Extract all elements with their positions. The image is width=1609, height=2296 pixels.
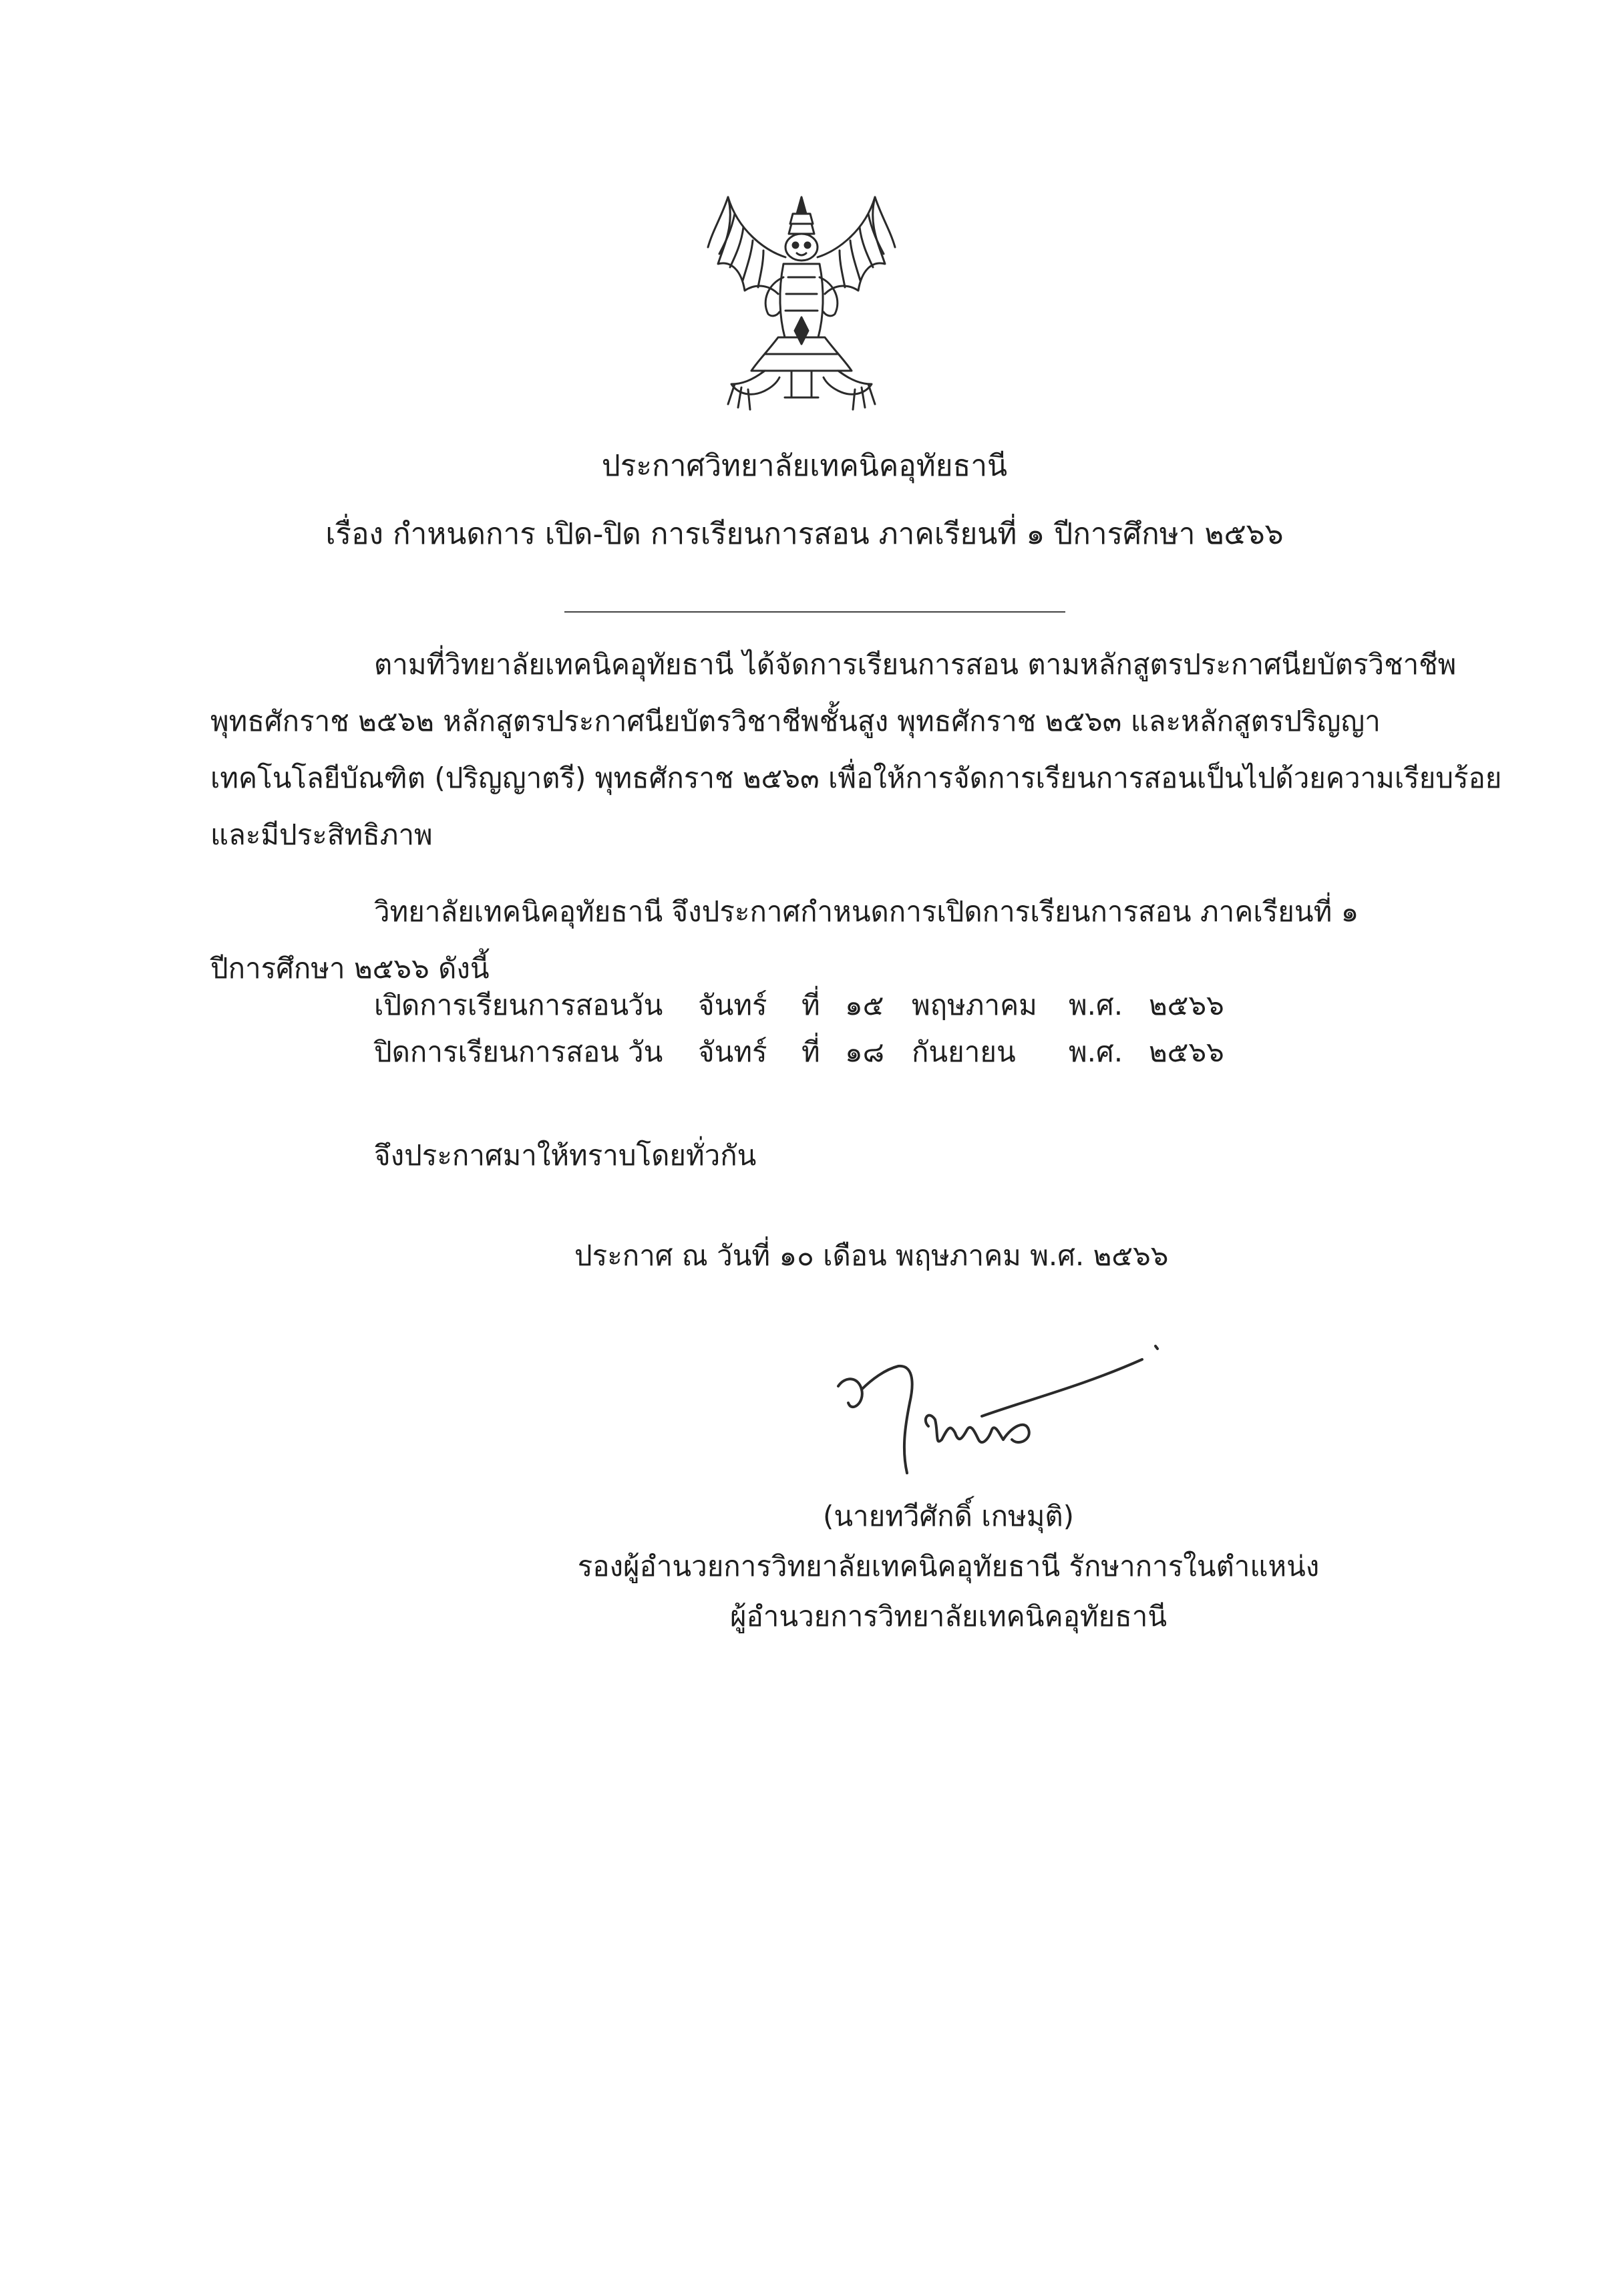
announced-date-line: ประกาศ ณ วันที่ ๑๐ เดือน พฤษภาคม พ.ศ. ๒๕๖๖ xyxy=(574,1239,1169,1272)
signer-position-line-1: รองผู้อำนวยการวิทยาลัยเทคนิคอุทัยธานี รักษาการในตำแหน่ง xyxy=(577,1550,1320,1583)
open-year: ๒๕๖๖ xyxy=(1149,989,1224,1021)
page-title: ประกาศวิทยาลัยเทคนิคอุทัยธานี xyxy=(601,449,1008,483)
close-label: ปิดการเรียนการสอน xyxy=(374,1035,619,1068)
paragraph-1-line-1: ตามที่วิทยาลัยเทคนิคอุทัยธานี ได้จัดการเรียนการสอน ตามหลักสูตรประกาศนียบัตรวิชาชีพ xyxy=(374,648,1457,681)
close-month: กันยายน xyxy=(912,1035,1016,1068)
signer-position-line-2: ผู้อำนวยการวิทยาลัยเทคนิคอุทัยธานี xyxy=(729,1600,1168,1633)
paragraph-2-line-2: ปีการศึกษา ๒๕๖๖ ดังนี้ xyxy=(210,952,490,985)
divider-line xyxy=(564,611,1065,613)
subject-line: เรื่อง กำหนดการ เปิด-ปิด การเรียนการสอน ภาคเรียนที่ ๑ ปีการศึกษา ๒๕๖๖ xyxy=(325,517,1284,551)
handwritten-signature xyxy=(828,1339,1176,1486)
open-month: พฤษภาคม xyxy=(912,989,1037,1021)
signer-name: (นายทวีศักดิ์ เกษมุติ) xyxy=(822,1500,1075,1532)
garuda-emblem-icon xyxy=(705,184,898,418)
close-day: จันทร์ xyxy=(698,1035,767,1068)
open-era: พ.ศ. xyxy=(1069,989,1123,1021)
open-date: ๑๕ xyxy=(845,989,884,1021)
notice-line: จึงประกาศมาให้ทราบโดยทั่วกัน xyxy=(374,1139,757,1172)
open-day: จันทร์ xyxy=(698,989,767,1021)
close-thi: ที่ xyxy=(801,1035,820,1068)
close-date: ๑๘ xyxy=(845,1035,885,1068)
close-era: พ.ศ. xyxy=(1069,1035,1123,1068)
paragraph-1-line-4: และมีประสิทธิภาพ xyxy=(210,818,433,851)
close-wan: วัน xyxy=(628,1035,663,1068)
close-year: ๒๕๖๖ xyxy=(1149,1035,1224,1068)
open-wan: วัน xyxy=(628,989,663,1021)
paragraph-1-line-2: พุทธศักราช ๒๕๖๒ หลักสูตรประกาศนียบัตรวิชาชีพชั้นสูง พุทธศักราช ๒๕๖๓ และหลักสูตรปริญญา xyxy=(210,705,1381,737)
paragraph-1-line-3: เทคโนโลยีบัณฑิต (ปริญญาตรี) พุทธศักราช ๒๕๖๓ เพื่อให้การจัดการเรียนการสอนเป็นไปด้วยความเรียบร้อย xyxy=(210,762,1502,794)
paragraph-2-line-1: วิทยาลัยเทคนิคอุทัยธานี จึงประกาศกำหนดการเปิดการเรียนการสอน ภาคเรียนที่ ๑ xyxy=(374,895,1359,928)
open-thi: ที่ xyxy=(801,989,820,1021)
open-label: เปิดการเรียนการสอน xyxy=(374,989,629,1021)
